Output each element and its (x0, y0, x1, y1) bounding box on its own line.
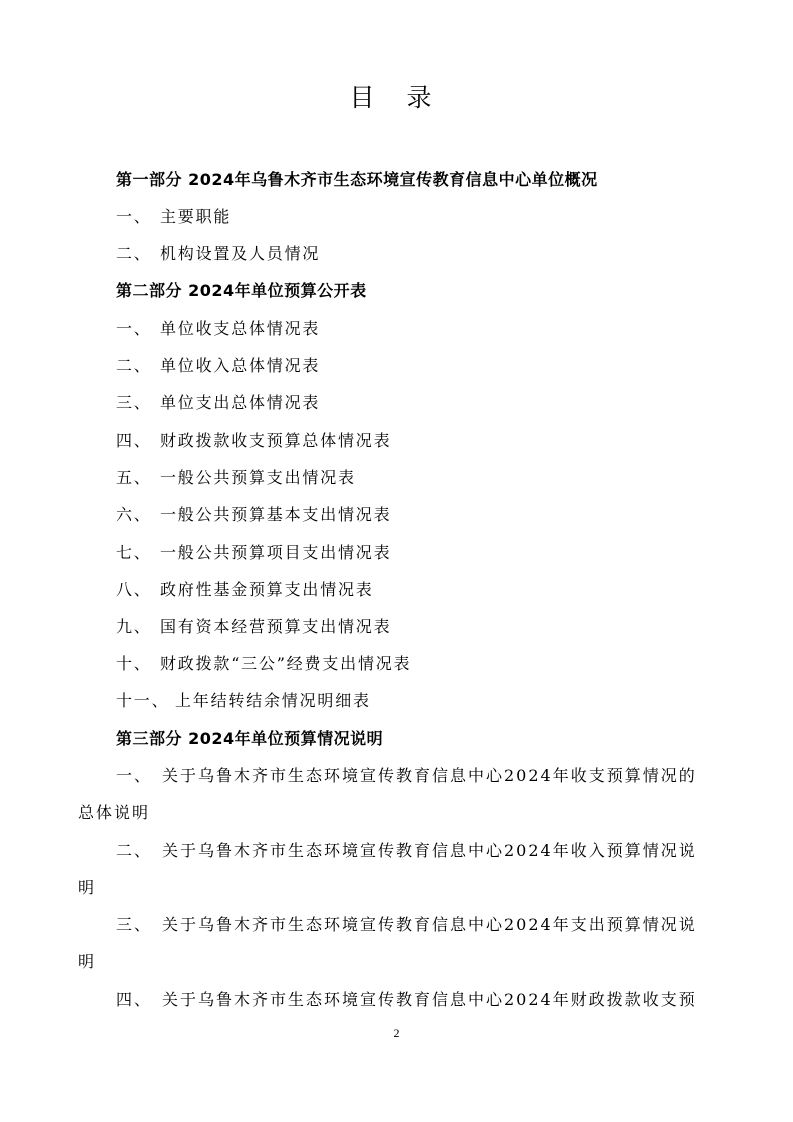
toc-entry[interactable] (116, 354, 320, 378)
toc-entry-text: 财政拨款收支预算总体情况表 (160, 431, 392, 450)
toc-entry-text: 单位支出总体情况表 (160, 393, 321, 412)
toc-entry[interactable] (116, 429, 391, 453)
toc-entry-number: 二、 (116, 841, 153, 860)
toc-entry-text: 关于乌鲁木齐市生态环境宣传教育信息中心2024年财政拨款收支预 (162, 990, 697, 1009)
toc-entry[interactable] (116, 242, 320, 266)
toc-entry[interactable] (116, 466, 356, 490)
toc-entry-text: 一般公共预算基本支出情况表 (160, 505, 392, 524)
toc-entry-text: 上年结转结余情况明细表 (175, 691, 371, 710)
toc-entry[interactable] (116, 689, 371, 713)
toc-entry-number: 五、 (116, 468, 152, 487)
toc-entry-continuation[interactable]: 总体说明 (78, 803, 151, 822)
toc-entry[interactable] (116, 652, 411, 676)
toc-entry[interactable] (116, 913, 697, 937)
toc-entry-text: 机构设置及人员情况 (160, 244, 321, 263)
toc-entry-number: 二、 (116, 356, 152, 375)
toc-entry-text: 政府性基金预算支出情况表 (160, 580, 374, 599)
toc-entry[interactable] (116, 391, 320, 415)
toc-entry-number: 四、 (116, 990, 153, 1009)
toc-entry-number: 七、 (116, 543, 152, 562)
toc-entry[interactable] (116, 205, 231, 229)
toc-entry[interactable] (116, 839, 697, 863)
toc-entry-text: 国有资本经营预算支出情况表 (160, 617, 392, 636)
toc-entry-number: 十、 (116, 654, 152, 673)
toc-entry[interactable] (116, 503, 391, 527)
toc-entry-continuation[interactable]: 明 (78, 952, 97, 971)
toc-entry-number: 十一、 (116, 691, 170, 710)
page-number: 2 (393, 1026, 400, 1040)
toc-entry[interactable] (116, 317, 320, 341)
toc-entry[interactable] (116, 578, 374, 602)
toc-entry-number: 三、 (116, 915, 153, 934)
toc-entry-number: 一、 (116, 207, 152, 226)
toc-entry[interactable] (116, 615, 391, 639)
toc-entry-text: 主要职能 (160, 207, 232, 226)
toc-entry[interactable] (116, 988, 697, 1012)
toc-entry-number: 三、 (116, 393, 152, 412)
toc-entry-text: 关于乌鲁木齐市生态环境宣传教育信息中心2024年收支预算情况的 (162, 766, 697, 785)
toc-title: 目 录 (349, 83, 444, 112)
toc-entry-number: 二、 (116, 244, 152, 263)
toc-entry-number: 八、 (116, 580, 152, 599)
toc-entry-text: 单位收入总体情况表 (160, 356, 321, 375)
toc-entry-text: 关于乌鲁木齐市生态环境宣传教育信息中心2024年收入预算情况说 (162, 841, 697, 860)
toc-entry-number: 四、 (116, 431, 152, 450)
toc-entry-number: 一、 (116, 319, 152, 338)
toc-entry-number: 一、 (116, 766, 153, 785)
toc-entry-text: 一般公共预算支出情况表 (160, 468, 356, 487)
toc-entry[interactable] (116, 764, 697, 788)
toc-entry-text: 财政拨款“三公”经费支出情况表 (160, 654, 412, 673)
toc-entry-text: 关于乌鲁木齐市生态环境宣传教育信息中心2024年支出预算情况说 (162, 915, 697, 934)
toc-entry-number: 九、 (116, 617, 152, 636)
toc-entry[interactable] (116, 541, 391, 565)
part2-heading[interactable]: 第二部分 2024年单位预算公开表 (116, 281, 367, 300)
toc-entry-number: 六、 (116, 505, 152, 524)
toc-entry-text: 单位收支总体情况表 (160, 319, 321, 338)
toc-entry-continuation[interactable]: 明 (78, 878, 97, 897)
toc-entry-text: 一般公共预算项目支出情况表 (160, 543, 392, 562)
part3-heading[interactable]: 第三部分 2024年单位预算情况说明 (116, 729, 384, 748)
part1-heading[interactable]: 第一部分 2024年乌鲁木齐市生态环境宣传教育信息中心单位概况 (116, 170, 598, 189)
